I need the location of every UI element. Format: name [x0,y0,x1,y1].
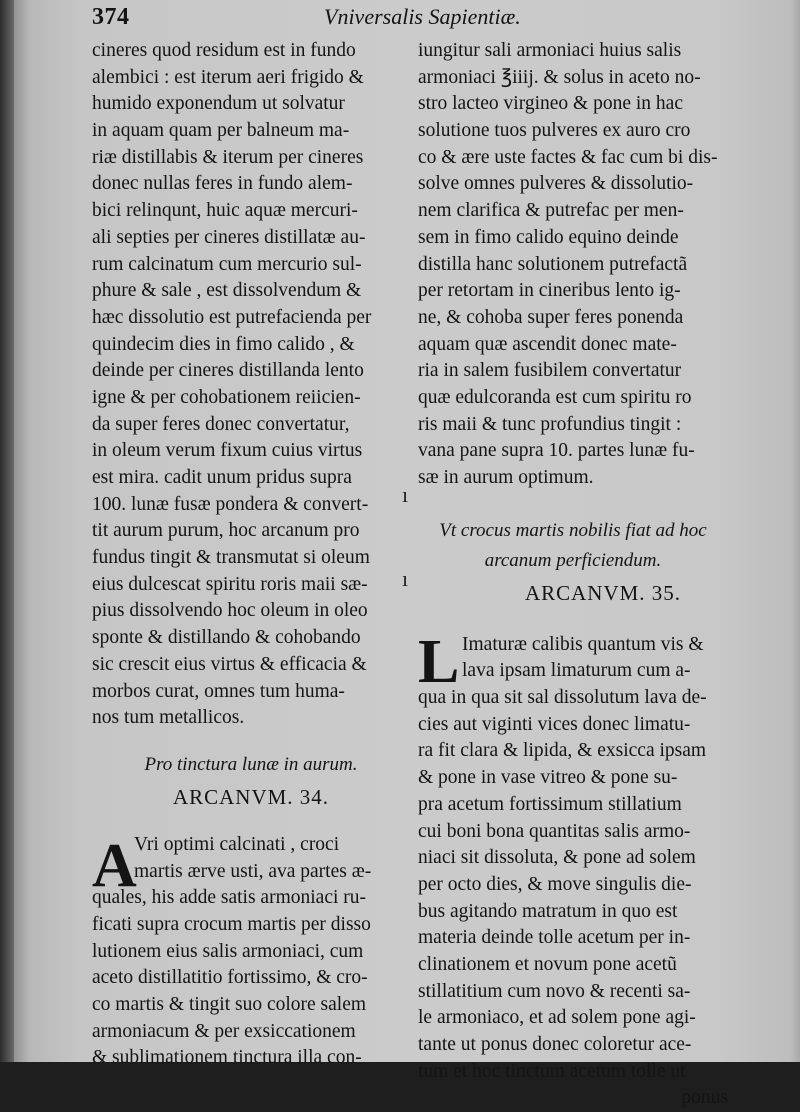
drop-cap: A [92,831,137,900]
text-line: lutionem eius salis armoniaci, cum [92,940,364,962]
text-line: bus agitando matratum in quo est [418,900,678,922]
text-line: aquam quæ ascendit donec mate- [418,333,677,355]
left-column [92,38,410,1072]
text-line: stillatitium cum novo & recenti sa- [418,980,691,1002]
paragraph [418,627,728,1112]
margin-mark-icon: ı [402,482,409,507]
text-line: le armoniaco, et ad solem pone agi- [418,1007,696,1029]
text-line: sæ in aurum optimum. [418,467,594,488]
arcanum-heading: ARCANVM. 34. [172,784,330,809]
text-line: humido exponendum ut solvatur [92,93,345,115]
section-title: Pro tinctura lunæ in aurum. [144,753,358,775]
text-line: donec nullas feres in fundo alem- [92,173,353,195]
text-line: cineres quod residum est in fundo [92,40,356,61]
text-line: in oleum verum fixum cuius virtus [92,440,363,462]
text-line: qua in qua sit sal dissolutum lava de- [418,687,707,709]
text-line: pius dissolvendo hoc oleum in oleo [92,600,368,622]
text-line: martis ærve usti, ava partes æ- [134,860,372,882]
text-line: lava ipsam limaturum cum a- [462,660,691,682]
text-line: quæ edulcoranda est cum spiritu ro [418,386,692,408]
text-line: & sublimationem tinctura illa con- [92,1047,362,1069]
text-line: tit aurum purum, hoc arcanum pro [92,520,360,542]
text-line: per octo dies, & move singulis die- [418,873,692,895]
text-line: & pone in vase vitreo & pone su- [418,767,678,789]
text-line: stro lacteo virgineo & pone in hac [418,93,683,115]
section-gap [418,492,728,516]
text-line: 100. lunæ fusæ pondera & convert- [92,493,369,515]
text-line: Imaturæ calibis quantum vis & [462,633,704,655]
arcanum-heading: ARCANVM. 35. [524,580,682,605]
text-line: tante ut ponus donec coloretur ace- [418,1034,692,1055]
text-line: quales, his adde satis armoniaci ru- [92,887,366,909]
text-line: solve omnes pulveres & dissolutio- [418,173,694,195]
text-line: quindecim dies in fimo calido , & [92,333,355,355]
text-line: armoniacum & per exsiccationem [92,1020,356,1042]
section-gap [92,732,410,750]
text-line: ria in salem fusibilem convertatur [418,360,682,382]
text-line: cui boni bona quantitas salis armo- [418,820,691,842]
section-title-line-1: Vt crocus martis nobilis fiat ad hoc [439,519,707,541]
text-line: niaci sit dissoluta, & pone ad solem [418,847,696,869]
text-line: iungitur sali armoniaci huius salis [418,40,682,61]
text-line: tum et hoc tinctum acetum tolle ut [418,1060,686,1082]
text-line: Vri optimi calcinati , croci [134,833,340,855]
text-line: ne, & cohoba super feres ponenda [418,306,684,328]
text-line: per retortam in cineribus lento ig- [418,280,681,302]
text-line: ris maii & tunc profundius tingit : [418,413,682,435]
drop-cap: L [418,627,460,696]
text-line: eius dulcescat spiritu roris maii sæ- [92,573,368,595]
text-line: vana pane supra 10. partes lunæ fu- [418,440,695,462]
text-line: alembici : est iterum aeri frigido & [92,66,364,88]
right-column [418,38,728,1112]
text-line: riæ distillabis & iterum per cineres [92,146,364,168]
catchword: ponus [681,1087,728,1109]
text-line: hæc dissolutio est putrefacienda per [92,306,372,328]
text-line: deinde per cineres distillanda lento [92,360,364,382]
text-line: sponte & distillando & cohobando [92,627,361,649]
text-line: est mira. cadit unum pridus supra [92,467,352,488]
section-gap [92,814,410,832]
text-line: morbos curat, omnes tum huma- [92,680,345,702]
text-line: sem in fimo calido equino deinde [418,226,679,248]
text-line: fundus tingit & transmutat si oleum [92,547,370,569]
text-line: pra acetum fortissimum stillatium [418,793,682,815]
running-head [92,4,792,38]
text-line: phure & sale , est dissolvendum & [92,280,362,302]
text-line: cies aut viginti vices donec limatu- [418,713,691,735]
text-line: ra fit clara & lipida, & exsicca ipsam [418,740,707,762]
text-line: nem clarifica & putrefac per men- [418,200,684,222]
text-line: armoniaci ℥iiij. & solus in aceto no- [418,66,701,88]
text-line: ficati supra crocum martis per disso [92,913,371,935]
text-line: distilla hanc solutionem putrefactã [418,253,688,275]
margin-mark-icon: ı [402,566,409,591]
text-line: ali septies per cineres distillatæ au- [92,226,366,248]
text-line: aceto distillatitio fortissimo, & cro- [92,967,368,989]
text-line: igne & per cohobationem reiicien- [92,386,361,408]
text-line: solutione tuos pulveres ex auro cro [418,120,691,142]
text-line: bici relinqunt, huic aquæ mercuri- [92,200,358,222]
running-title: Vniversalis Sapientiæ. [324,4,521,29]
text-line: nos tum metallicos. [92,707,245,729]
text-line: clinationem et novum pone acetũ [418,953,677,975]
text-line: sic crescit eius virtus & efficacia & [92,653,367,675]
text-line: da super feres donec convertatur, [92,413,350,435]
text-line: in aquam quam per balneum ma- [92,120,350,142]
text-line: rum calcinatum cum mercurio sul- [92,253,362,275]
page-number: 374 [92,4,130,30]
text-line: co & ære uste factes & fac cum bi dis- [418,146,718,168]
paragraph [92,832,410,1072]
text-line: co martis & tingit suo colore salem [92,994,367,1015]
section-gap [418,610,728,632]
section-title-line-2: arcanum perficiendum. [484,549,662,571]
text-line: materia deinde tolle acetum per in- [418,927,691,949]
page-gutter [0,0,14,1062]
